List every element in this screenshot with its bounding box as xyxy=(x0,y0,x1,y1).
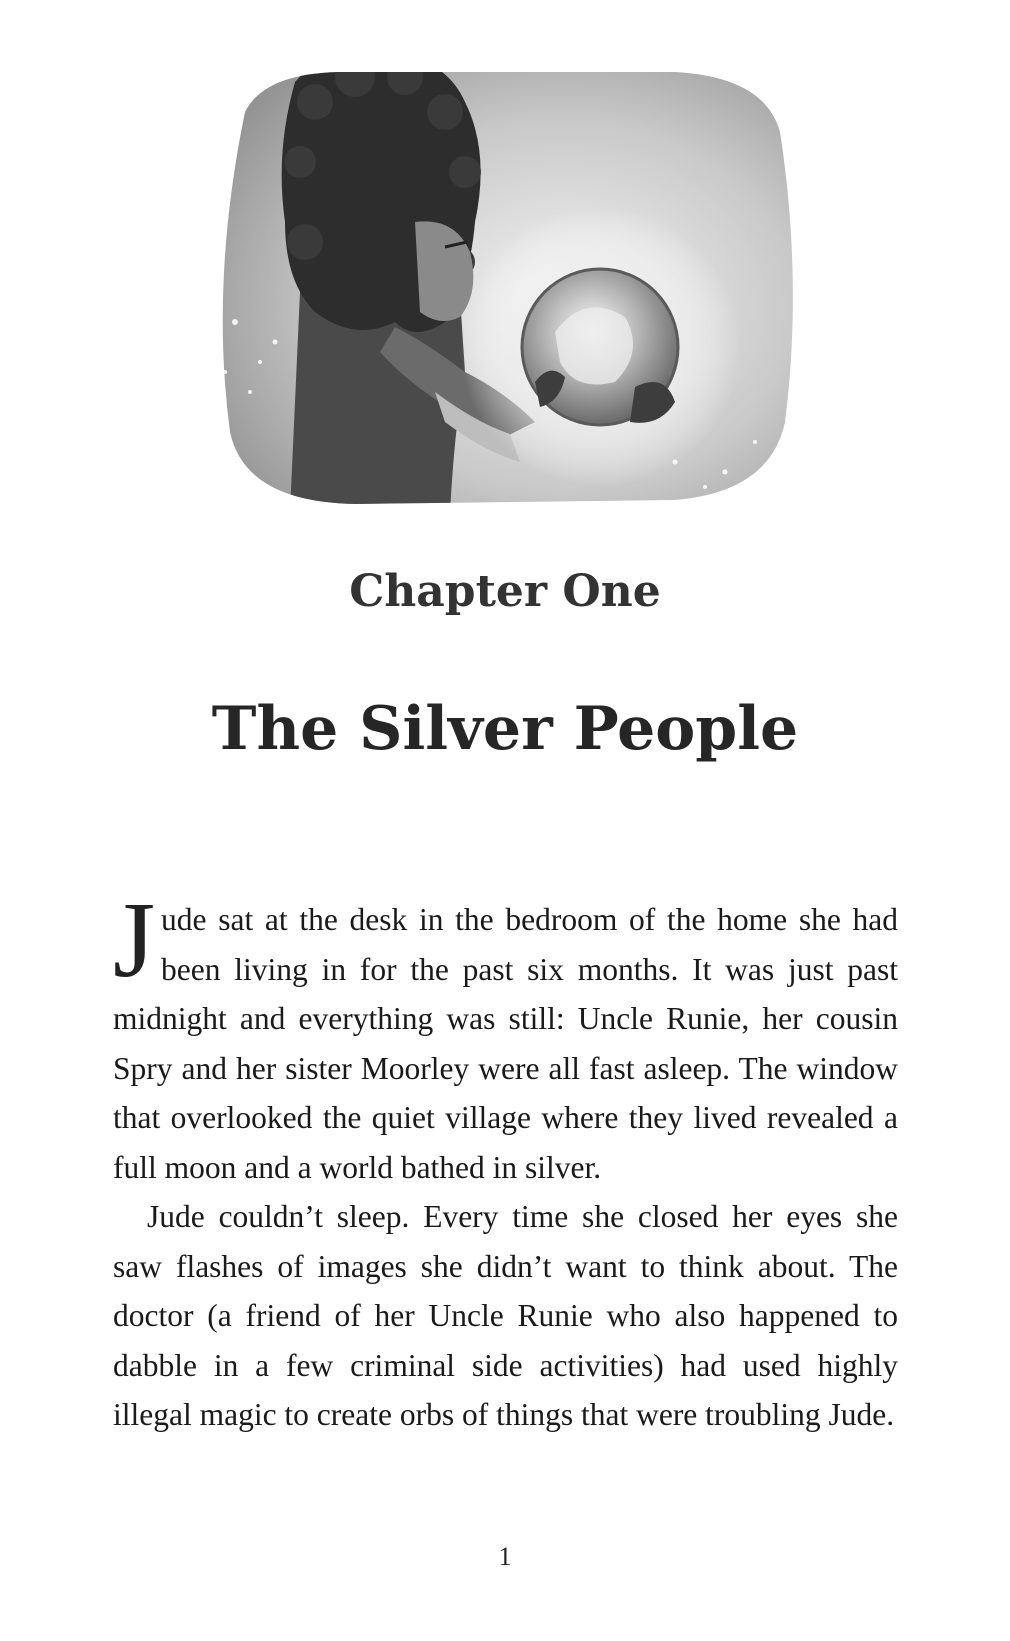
girl-holding-glowing-orb-illustration xyxy=(205,42,805,522)
chapter-number: Chapter One xyxy=(349,566,661,617)
paragraph-2: Jude couldn’t sleep. Every time she closed her eyes she saw flashes of images she didn’t want to think about. The doctor (a friend of her Uncle Runie who also happened to dabble in a few criminal side activities) had used highly illegal magic to create orbs of things that were troubling Jude. xyxy=(113,1199,898,1432)
chapter-body xyxy=(113,881,898,1440)
chapter-title: The Silver People xyxy=(211,694,799,764)
paragraph-1-text: ude sat at the desk in the bedroom of the home she had been living in for the past six months. It was just past midnight and everything was still: Uncle Runie, her cousin Spry and her sister Moorley were all fast asleep. The window that overlooked the quiet village where they lived revealed a full moon and a world bathed in silver. xyxy=(113,902,898,1185)
paragraph-1 xyxy=(113,881,898,1192)
drop-cap: J xyxy=(113,881,156,1000)
page-number: 1 xyxy=(498,1542,512,1571)
